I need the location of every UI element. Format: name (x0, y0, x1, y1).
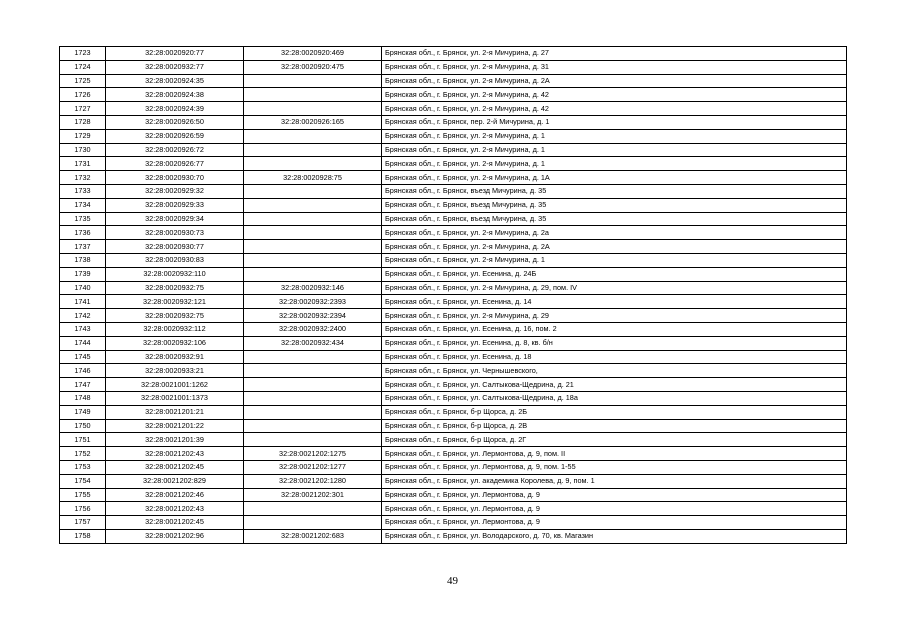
row-number-cell: 1757 (60, 516, 106, 530)
related-cadastral-number-cell (244, 157, 382, 171)
cadastral-number-cell: 32:28:0020932:121 (106, 295, 244, 309)
table-row (60, 184, 847, 198)
address-cell: Брянская обл., г. Брянск, ул. Лермонтова, д. 9, пом. 1-55 (382, 460, 847, 474)
address-cell: Брянская обл., г. Брянск, ул. Салтыкова-Щедрина, д. 18а (382, 391, 847, 405)
related-cadastral-number-cell: 32:28:0020920:469 (244, 47, 382, 61)
row-number-cell: 1723 (60, 47, 106, 61)
row-number-cell: 1747 (60, 378, 106, 392)
cadastral-number-cell: 32:28:0020926:77 (106, 157, 244, 171)
row-number-cell: 1732 (60, 171, 106, 185)
table-row (60, 309, 847, 323)
related-cadastral-number-cell (244, 433, 382, 447)
address-cell: Брянская обл., г. Брянск, ул. 2-я Мичурина, д. 27 (382, 47, 847, 61)
table-row (60, 391, 847, 405)
row-number-cell: 1726 (60, 88, 106, 102)
row-number-cell: 1744 (60, 336, 106, 350)
address-cell: Брянская обл., г. Брянск, ул. 2-я Мичурина, д. 2А (382, 74, 847, 88)
table-row (60, 157, 847, 171)
related-cadastral-number-cell (244, 212, 382, 226)
row-number-cell: 1743 (60, 322, 106, 336)
address-cell: Брянская обл., г. Брянск, ул. 2-я Мичурина, д. 2А (382, 240, 847, 254)
table-row (60, 240, 847, 254)
cadastral-number-cell: 32:28:0020926:72 (106, 143, 244, 157)
related-cadastral-number-cell: 32:28:0020932:2400 (244, 322, 382, 336)
table-row (60, 102, 847, 116)
address-cell: Брянская обл., г. Брянск, ул. Есенина, д. 8, кв. б/н (382, 336, 847, 350)
related-cadastral-number-cell (244, 391, 382, 405)
related-cadastral-number-cell: 32:28:0020920:475 (244, 60, 382, 74)
row-number-cell: 1742 (60, 309, 106, 323)
row-number-cell: 1739 (60, 267, 106, 281)
row-number-cell: 1728 (60, 115, 106, 129)
cadastral-number-cell: 32:28:0020929:34 (106, 212, 244, 226)
cadastral-number-cell: 32:28:0020932:75 (106, 281, 244, 295)
address-cell: Брянская обл., г. Брянск, ул. Лермонтова, д. 9 (382, 516, 847, 530)
address-cell: Брянская обл., г. Брянск, б-р Щорса, д. 2В (382, 419, 847, 433)
related-cadastral-number-cell (244, 419, 382, 433)
related-cadastral-number-cell (244, 267, 382, 281)
address-cell: Брянская обл., г. Брянск, ул. Чернышевского, (382, 364, 847, 378)
row-number-cell: 1750 (60, 419, 106, 433)
table-row (60, 60, 847, 74)
cadastral-number-cell: 32:28:0021202:43 (106, 447, 244, 461)
table-row (60, 350, 847, 364)
row-number-cell: 1737 (60, 240, 106, 254)
row-number-cell: 1734 (60, 198, 106, 212)
table-body (60, 47, 847, 544)
table-row (60, 529, 847, 543)
row-number-cell: 1736 (60, 226, 106, 240)
row-number-cell: 1727 (60, 102, 106, 116)
table-row (60, 364, 847, 378)
row-number-cell: 1730 (60, 143, 106, 157)
table-row (60, 74, 847, 88)
table-row (60, 267, 847, 281)
cadastral-number-cell: 32:28:0020929:32 (106, 184, 244, 198)
cadastral-number-cell: 32:28:0020924:35 (106, 74, 244, 88)
table-row (60, 88, 847, 102)
related-cadastral-number-cell (244, 129, 382, 143)
table-row (60, 378, 847, 392)
related-cadastral-number-cell (244, 405, 382, 419)
related-cadastral-number-cell (244, 350, 382, 364)
row-number-cell: 1749 (60, 405, 106, 419)
related-cadastral-number-cell: 32:28:0020932:146 (244, 281, 382, 295)
table-row (60, 47, 847, 61)
address-cell: Брянская обл., г. Брянск, ул. 2-я Мичурина, д. 1 (382, 143, 847, 157)
cadastral-number-cell: 32:28:0020933:21 (106, 364, 244, 378)
cadastral-number-cell: 32:28:0021001:1373 (106, 391, 244, 405)
address-cell: Брянская обл., г. Брянск, ул. Салтыкова-Щедрина, д. 21 (382, 378, 847, 392)
row-number-cell: 1746 (60, 364, 106, 378)
related-cadastral-number-cell (244, 88, 382, 102)
related-cadastral-number-cell (244, 102, 382, 116)
related-cadastral-number-cell: 32:28:0021202:301 (244, 488, 382, 502)
table-row (60, 171, 847, 185)
address-cell: Брянская обл., г. Брянск, въезд Мичурина, д. 35 (382, 212, 847, 226)
row-number-cell: 1751 (60, 433, 106, 447)
related-cadastral-number-cell (244, 143, 382, 157)
row-number-cell: 1753 (60, 460, 106, 474)
cadastral-number-cell: 32:28:0021202:829 (106, 474, 244, 488)
row-number-cell: 1745 (60, 350, 106, 364)
cadastral-number-cell: 32:28:0020926:59 (106, 129, 244, 143)
related-cadastral-number-cell: 32:28:0021202:683 (244, 529, 382, 543)
table-row (60, 281, 847, 295)
address-cell: Брянская обл., г. Брянск, ул. Лермонтова, д. 9 (382, 488, 847, 502)
cadastral-number-cell: 32:28:0021202:43 (106, 502, 244, 516)
table-row (60, 253, 847, 267)
related-cadastral-number-cell (244, 198, 382, 212)
address-cell: Брянская обл., г. Брянск, въезд Мичурина, д. 35 (382, 184, 847, 198)
table-row (60, 336, 847, 350)
address-cell: Брянская обл., г. Брянск, ул. Есенина, д. 14 (382, 295, 847, 309)
related-cadastral-number-cell: 32:28:0021202:1280 (244, 474, 382, 488)
table-row (60, 460, 847, 474)
related-cadastral-number-cell (244, 378, 382, 392)
table-row (60, 419, 847, 433)
related-cadastral-number-cell: 32:28:0020932:434 (244, 336, 382, 350)
address-cell: Брянская обл., г. Брянск, пер. 2-й Мичурина, д. 1 (382, 115, 847, 129)
cadastral-number-cell: 32:28:0021202:46 (106, 488, 244, 502)
table-row (60, 129, 847, 143)
address-cell: Брянская обл., г. Брянск, въезд Мичурина, д. 35 (382, 198, 847, 212)
table-row (60, 474, 847, 488)
cadastral-number-cell: 32:28:0021201:21 (106, 405, 244, 419)
table-row (60, 198, 847, 212)
related-cadastral-number-cell: 32:28:0021202:1275 (244, 447, 382, 461)
cadastral-number-cell: 32:28:0020920:77 (106, 47, 244, 61)
table-row (60, 405, 847, 419)
related-cadastral-number-cell: 32:28:0020932:2394 (244, 309, 382, 323)
address-cell: Брянская обл., г. Брянск, ул. Есенина, д. 24Б (382, 267, 847, 281)
cadastral-number-cell: 32:28:0020932:106 (106, 336, 244, 350)
cadastral-number-cell: 32:28:0020932:110 (106, 267, 244, 281)
row-number-cell: 1725 (60, 74, 106, 88)
related-cadastral-number-cell: 32:28:0021202:1277 (244, 460, 382, 474)
page-number: 49 (447, 575, 458, 587)
address-cell: Брянская обл., г. Брянск, ул. Лермонтова, д. 9 (382, 502, 847, 516)
cadastral-number-cell: 32:28:0021202:45 (106, 460, 244, 474)
cadastral-number-cell: 32:28:0020924:38 (106, 88, 244, 102)
cadastral-number-cell: 32:28:0020932:77 (106, 60, 244, 74)
address-cell: Брянская обл., г. Брянск, ул. Есенина, д. 18 (382, 350, 847, 364)
address-cell: Брянская обл., г. Брянск, б-р Щорса, д. 2Б (382, 405, 847, 419)
table-row (60, 115, 847, 129)
address-cell: Брянская обл., г. Брянск, ул. 2-я Мичурина, д. 29 (382, 309, 847, 323)
related-cadastral-number-cell (244, 240, 382, 254)
cadastral-number-cell: 32:28:0021001:1262 (106, 378, 244, 392)
address-cell: Брянская обл., г. Брянск, ул. 2-я Мичурина, д. 2а (382, 226, 847, 240)
related-cadastral-number-cell (244, 364, 382, 378)
cadastral-number-cell: 32:28:0020930:83 (106, 253, 244, 267)
cadastral-number-cell: 32:28:0021201:22 (106, 419, 244, 433)
row-number-cell: 1740 (60, 281, 106, 295)
related-cadastral-number-cell: 32:28:0020932:2393 (244, 295, 382, 309)
table-row (60, 447, 847, 461)
address-cell: Брянская обл., г. Брянск, ул. 2-я Мичурина, д. 1А (382, 171, 847, 185)
row-number-cell: 1738 (60, 253, 106, 267)
cadastral-number-cell: 32:28:0020926:50 (106, 115, 244, 129)
address-cell: Брянская обл., г. Брянск, ул. 2-я Мичурина, д. 1 (382, 253, 847, 267)
row-number-cell: 1741 (60, 295, 106, 309)
address-cell: Брянская обл., г. Брянск, б-р Щорса, д. 2Г (382, 433, 847, 447)
table-row (60, 502, 847, 516)
address-cell: Брянская обл., г. Брянск, ул. 2-я Мичурина, д. 1 (382, 157, 847, 171)
related-cadastral-number-cell: 32:28:0020928:75 (244, 171, 382, 185)
related-cadastral-number-cell (244, 516, 382, 530)
table-row (60, 516, 847, 530)
table-row (60, 295, 847, 309)
row-number-cell: 1733 (60, 184, 106, 198)
row-number-cell: 1756 (60, 502, 106, 516)
related-cadastral-number-cell (244, 184, 382, 198)
address-cell: Брянская обл., г. Брянск, ул. академика Королева, д. 9, пом. 1 (382, 474, 847, 488)
row-number-cell: 1758 (60, 529, 106, 543)
related-cadastral-number-cell (244, 253, 382, 267)
row-number-cell: 1731 (60, 157, 106, 171)
address-cell: Брянская обл., г. Брянск, ул. Володарского, д. 70, кв. Магазин (382, 529, 847, 543)
row-number-cell: 1735 (60, 212, 106, 226)
related-cadastral-number-cell (244, 226, 382, 240)
related-cadastral-number-cell (244, 74, 382, 88)
cadastral-number-cell: 32:28:0020932:75 (106, 309, 244, 323)
related-cadastral-number-cell: 32:28:0020926:165 (244, 115, 382, 129)
address-cell: Брянская обл., г. Брянск, ул. 2-я Мичурина, д. 42 (382, 88, 847, 102)
table-row (60, 322, 847, 336)
cadastral-number-cell: 32:28:0020930:77 (106, 240, 244, 254)
address-cell: Брянская обл., г. Брянск, ул. Лермонтова, д. 9, пом. II (382, 447, 847, 461)
table-row (60, 433, 847, 447)
table-row (60, 226, 847, 240)
related-cadastral-number-cell (244, 502, 382, 516)
table-row (60, 488, 847, 502)
cadastral-table (59, 46, 847, 544)
table-row (60, 212, 847, 226)
row-number-cell: 1754 (60, 474, 106, 488)
row-number-cell: 1724 (60, 60, 106, 74)
address-cell: Брянская обл., г. Брянск, ул. 2-я Мичурина, д. 31 (382, 60, 847, 74)
cadastral-number-cell: 32:28:0021202:45 (106, 516, 244, 530)
cadastral-number-cell: 32:28:0020932:91 (106, 350, 244, 364)
row-number-cell: 1748 (60, 391, 106, 405)
cadastral-number-cell: 32:28:0020930:73 (106, 226, 244, 240)
cadastral-number-cell: 32:28:0020932:112 (106, 322, 244, 336)
address-cell: Брянская обл., г. Брянск, ул. 2-я Мичурина, д. 42 (382, 102, 847, 116)
cadastral-number-cell: 32:28:0020929:33 (106, 198, 244, 212)
address-cell: Брянская обл., г. Брянск, ул. 2-я Мичурина, д. 1 (382, 129, 847, 143)
row-number-cell: 1729 (60, 129, 106, 143)
row-number-cell: 1755 (60, 488, 106, 502)
table-row (60, 143, 847, 157)
cadastral-number-cell: 32:28:0021202:96 (106, 529, 244, 543)
address-cell: Брянская обл., г. Брянск, ул. 2-я Мичурина, д. 29, пом. IV (382, 281, 847, 295)
cadastral-number-cell: 32:28:0020924:39 (106, 102, 244, 116)
cadastral-number-cell: 32:28:0020930:70 (106, 171, 244, 185)
address-cell: Брянская обл., г. Брянск, ул. Есенина, д. 16, пом. 2 (382, 322, 847, 336)
cadastral-number-cell: 32:28:0021201:39 (106, 433, 244, 447)
row-number-cell: 1752 (60, 447, 106, 461)
